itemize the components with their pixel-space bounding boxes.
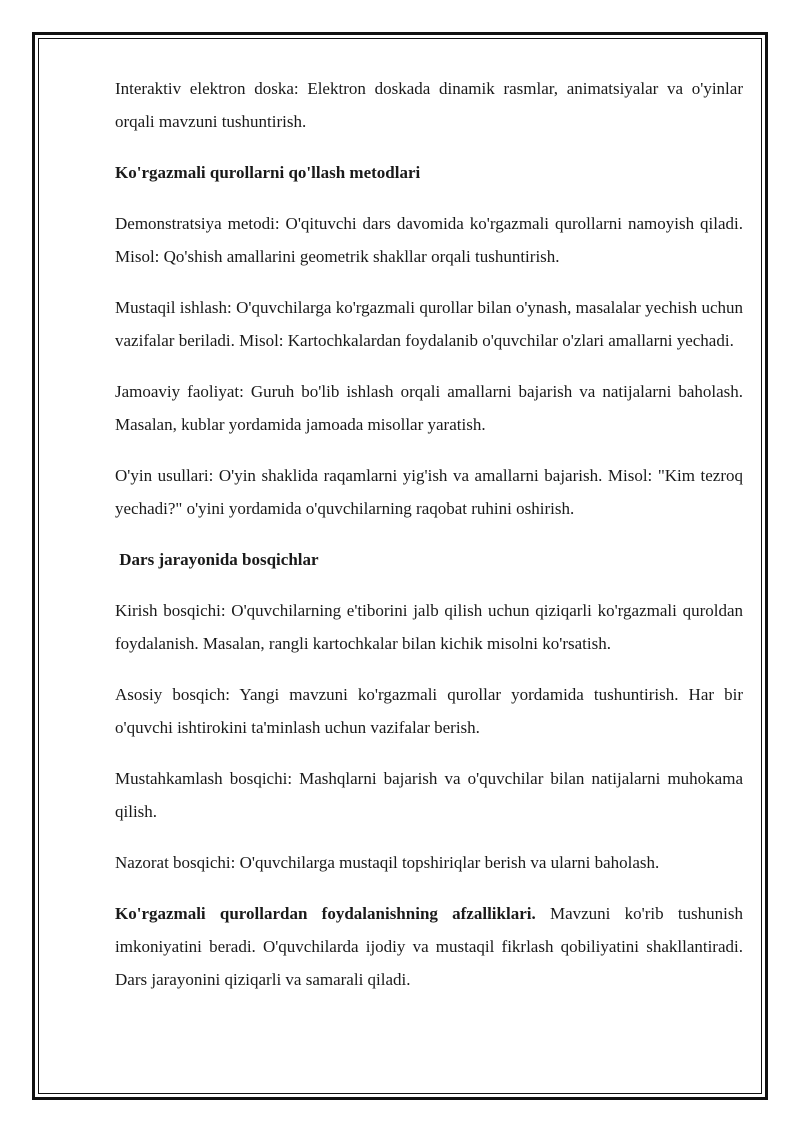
paragraph-intro-stage: Kirish bosqichi: O'quvchilarning e'tiborini jalb qilish uchun qiziqarli ko'rgazmali quroldan foydalanish. Masalan, rangli kartochkalar bilan kichik misolni ko'rsatish. [115,601,743,653]
paragraph-independent-work: Mustaqil ishlash: O'quvchilarga ko'rgazmali qurollar bilan o'ynash, masalalar yechish uchun vazifalar beriladi. Misol: Kartochkalardan foydalanib o'quvchilar o'zlari amallarni yechadi. [115,298,743,350]
paragraph-group-activity: Jamoaviy faoliyat: Guruh bo'lib ishlash orqali amallarni bajarish va natijalarni baholash. Masalan, kublar yordamida jamoada misollar yaratish. [115,382,743,434]
heading-methods: Ko'rgazmali qurollarni qo'llash metodlari [115,163,421,182]
paragraph-advantages [115,897,743,996]
advantages-lead: Ko'rgazmali qurollardan foydalanishning afzalliklari. [115,904,536,923]
paragraph-main-stage: Asosiy bosqich: Yangi mavzuni ko'rgazmali qurollar yordamida tushuntirish. Har bir o'quvchi ishtirokini ta'minlash uchun vazifalar berish. [115,685,743,737]
paragraph-game-methods: O'yin usullari: O'yin shaklida raqamlarni yig'ish va amallarni bajarish. Misol: "Kim tezroq yechadi?" o'yini yordamida o'quvchilarning raqobat ruhini oshirish. [115,466,743,518]
paragraph-demonstration-method: Demonstratsiya metodi: O'qituvchi dars davomida ko'rgazmali qurollarni namoyish qiladi. Misol: Qo'shish amallarini geometrik shakllar orqali tushuntirish. [115,214,743,266]
advantages-text: Mavzuni ko'rib tushunish imkoniyatini beradi. O'quvchilarda ijodiy va mustaqil fikrlash qobiliyatini shakllantiradi. Dars jarayonini qiziqarli va samarali qiladi. [115,904,743,989]
document-body [115,72,743,1014]
paragraph-reinforcement-stage: Mustahkamlash bosqichi: Mashqlarni bajarish va o'quvchilar bilan natijalarni muhokama qilish. [115,769,743,821]
heading-lesson-stages: Dars jarayonida bosqichlar [115,550,319,569]
paragraph-interactive-board: Interaktiv elektron doska: Elektron doskada dinamik rasmlar, animatsiyalar va o'yinlar orqali mavzuni tushuntirish. [115,79,743,131]
paragraph-control-stage: Nazorat bosqichi: O'quvchilarga mustaqil topshiriqlar berish va ularni baholash. [115,853,660,872]
